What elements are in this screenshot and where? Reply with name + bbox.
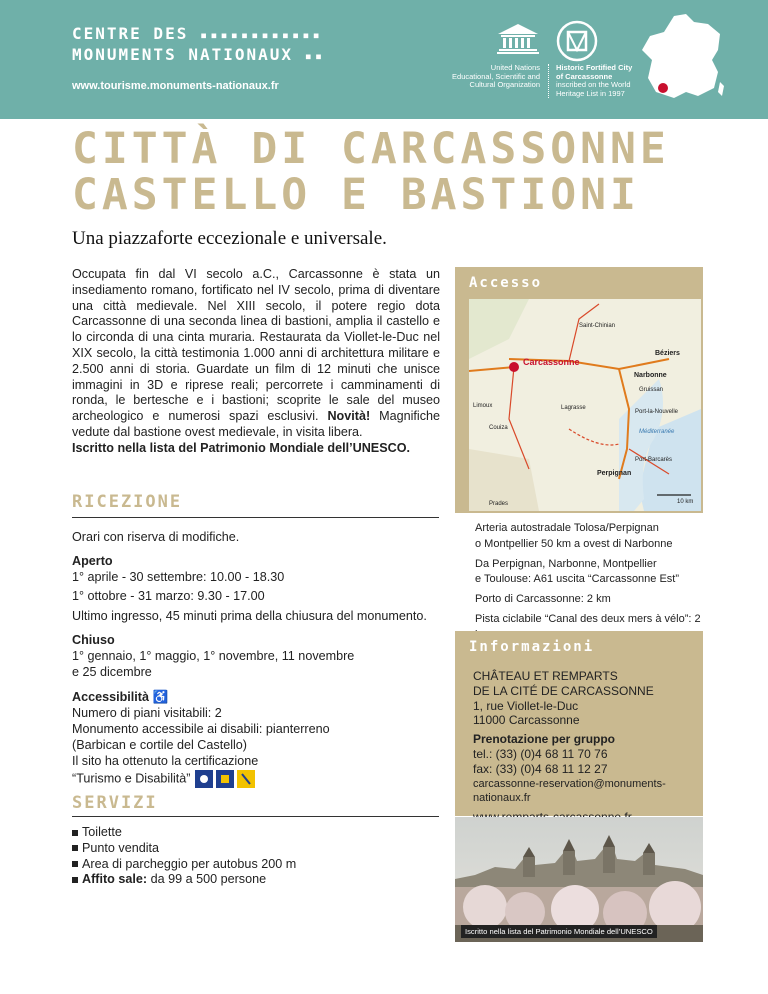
bullet-icon <box>72 830 78 836</box>
venue-name-2: DE LA CITÉ DE CARCASSONNE <box>473 683 654 698</box>
phone-number[interactable]: tel.: (33) (0)4 68 11 70 76 <box>473 746 608 761</box>
email-link[interactable]: carcassonne-reservation@monuments-nationaux.fr <box>473 777 666 805</box>
whc-line: of Carcassonne <box>556 71 613 81</box>
servizi-item <box>72 825 442 841</box>
map-scale-label: 10 km <box>677 499 694 505</box>
castle-photo-graphic <box>455 817 703 942</box>
aperto-label: Aperto <box>72 553 113 568</box>
accessibility-line: (Barbican e cortile del Castello) <box>72 737 247 752</box>
servizi-item <box>72 857 442 873</box>
intro-paragraph <box>72 267 440 457</box>
ricezione-body <box>72 530 442 789</box>
map-label-perpignan: Perpignan <box>597 470 632 477</box>
whc-line: Historic Fortified City <box>556 63 633 72</box>
unesco-line: Cultural Organization <box>469 80 540 89</box>
world-heritage-icon <box>556 20 598 62</box>
bullet-icon <box>72 861 78 867</box>
unesco-note: Iscritto nella lista del Patrimonio Mondiale dell’UNESCO. <box>72 440 410 455</box>
servizi-item-label: Toilette <box>82 825 122 839</box>
accesso-details <box>475 521 715 644</box>
map-graphic <box>469 299 701 511</box>
map-label-beziers: Béziers <box>655 350 680 357</box>
hours-note: Orari con riserva di modifiche. <box>72 530 240 544</box>
access-map <box>469 299 701 511</box>
access-line: e Toulouse: A61 uscita “Carcassonne Est” <box>475 573 680 586</box>
title-line-2: CASTELLO E BASTIONI <box>72 170 640 220</box>
address-street: 1, rue Viollet-le-Duc <box>473 698 579 713</box>
unesco-temple-icon <box>494 22 542 56</box>
aperto-hours-summer: 1° aprile - 30 settembre: 10.00 - 18.30 <box>72 569 285 584</box>
map-label-carcassonne: Carcassonne <box>523 357 580 367</box>
closed-dates-2: e 25 dicembre <box>72 664 152 679</box>
accessibility-line: “Turismo e Disabilità” <box>72 771 191 786</box>
map-label-port-la-nouvelle: Port-la-Nouvelle <box>635 409 679 415</box>
ricezione-heading: RICEZIONE <box>72 492 183 512</box>
accessibility-line: Monumento accessibile ai disabili: pianterreno <box>72 721 330 736</box>
access-line: Porto di Carcassonne: 2 km <box>475 593 611 606</box>
photo-caption: Iscritto nella lista del Patrimonio Mondiale dell’UNESCO <box>461 925 657 938</box>
access-line: Pista ciclabile “Canal des deux mers à vélo”: 2 <box>475 612 701 625</box>
access-line: Da Perpignan, Narbonne, Montpellier <box>475 557 657 570</box>
ricezione-rule <box>72 517 439 518</box>
bullet-icon <box>72 877 78 883</box>
accessibility-label: Accessibilità <box>72 690 150 705</box>
closed-dates: 1° gennaio, 1° maggio, 1° novembre, 11 novembre <box>72 648 355 663</box>
map-label-narbonne: Narbonne <box>634 372 667 379</box>
unesco-line: Educational, Scientific and <box>452 71 540 81</box>
map-label-lagrasse: Lagrasse <box>561 405 586 411</box>
chiuso-label: Chiuso <box>72 632 115 647</box>
fax-number: fax: (33) (0)4 68 11 12 27 <box>473 761 608 776</box>
map-label-med: Méditerranée <box>639 429 675 435</box>
aperto-hours-winter: 1° ottobre - 31 marzo: 9.30 - 17.00 <box>72 589 265 604</box>
servizi-item <box>72 841 442 857</box>
france-map-icon <box>634 12 730 104</box>
map-label-saint-chinian: Saint-Chinian <box>579 323 616 329</box>
access-line: o Montpellier 50 km a ovest di Narbonne <box>475 537 673 550</box>
page-title <box>72 126 670 218</box>
affitto-label: Affito sale: <box>82 872 148 887</box>
whc-line: inscribed on the World <box>556 80 631 89</box>
informazioni-heading: Informazioni <box>469 639 595 655</box>
cmn-logo <box>72 24 325 66</box>
unesco-line: United Nations <box>490 63 540 72</box>
servizi-item <box>72 872 442 888</box>
intro-body: Occupata fin dal VI secolo a.C., Carcassonne è stata un insediamento romano, fortificato nel IV secolo, prima di diventare una città medievale. Nel XIII secolo, il potere regio dota Carcassonne di una seconda linea di bastioni, amplia il castello e lo circonda di una cinta muraria. Restaurata da Viollet-le-Duc nel XIX secolo, la città testimonia 1.000 anni di architettura militare e 2.500 anni di storia. Guardate un film di 12 minuti che unisce immagini in 3D e riprese reali; percorrete i camminamenti di ronda, le bertesche e i bastioni; scoprite le sale del museo archeologico e numerosi spazi esclusivi. <box>72 267 440 424</box>
whc-line: Heritage List in 1997 <box>556 88 625 98</box>
accessibility-line: Numero di piani visitabili: 2 <box>72 706 222 721</box>
map-label-couiza: Couiza <box>489 425 508 431</box>
servizi-heading: SERVIZI <box>72 793 158 813</box>
access-line: Arteria autostradale Tolosa/Perpignan <box>475 522 659 534</box>
servizi-rule <box>72 816 439 817</box>
informazioni-box <box>455 661 703 816</box>
website-link[interactable]: www.tourisme.monuments-nationaux.fr <box>72 80 279 92</box>
map-label-limoux: Limoux <box>473 403 493 409</box>
brand-dots-1: ▪▪▪▪▪▪▪▪▪▪▪▪ <box>199 28 323 42</box>
castle-photo <box>455 817 703 942</box>
accessibility-line: Il sito ha ottenuto la certificazione <box>72 753 259 768</box>
brand-line-1: CENTRE DES <box>72 24 189 43</box>
brand-line-2: MONUMENTS NATIONAUX <box>72 45 294 64</box>
wheelchair-icon: ♿ <box>152 690 169 705</box>
informazioni-panel <box>455 631 703 661</box>
servizi-list <box>72 825 442 888</box>
novita-label: Novità! <box>327 409 371 424</box>
brand-dots-2: ▪▪ <box>304 49 326 63</box>
affitto-text: da 99 a 500 persone <box>147 872 267 887</box>
header-divider <box>548 64 551 98</box>
map-label-prades: Prades <box>489 501 509 507</box>
map-label-gruissan: Gruissan <box>639 387 664 393</box>
servizi-item-label: Area di parcheggio per autobus 200 m <box>82 856 297 871</box>
booking-label: Prenotazione per gruppo <box>473 732 616 747</box>
servizi-item-label: Punto vendita <box>82 840 160 855</box>
unesco-caption <box>440 64 540 90</box>
bullet-icon <box>72 845 78 851</box>
address-city: 11000 Carcassonne <box>473 713 580 728</box>
title-line-1: CITTÀ DI CARCASSONNE <box>72 124 670 174</box>
venue-name: CHÂTEAU ET REMPARTS <box>473 669 618 683</box>
subtitle: Una piazzaforte eccezionale e universale. <box>72 228 387 249</box>
last-entry: Ultimo ingresso, 45 minuti prima della chiusura del monumento. <box>72 609 427 624</box>
novita-text: Magnifiche vedute dal bastione ovest medievale, in visita libera. <box>72 409 440 439</box>
tourism-disability-icons <box>194 769 256 789</box>
accesso-heading: Accesso <box>469 275 543 291</box>
map-label-port-barcares: Port-Barcarès <box>635 457 673 463</box>
